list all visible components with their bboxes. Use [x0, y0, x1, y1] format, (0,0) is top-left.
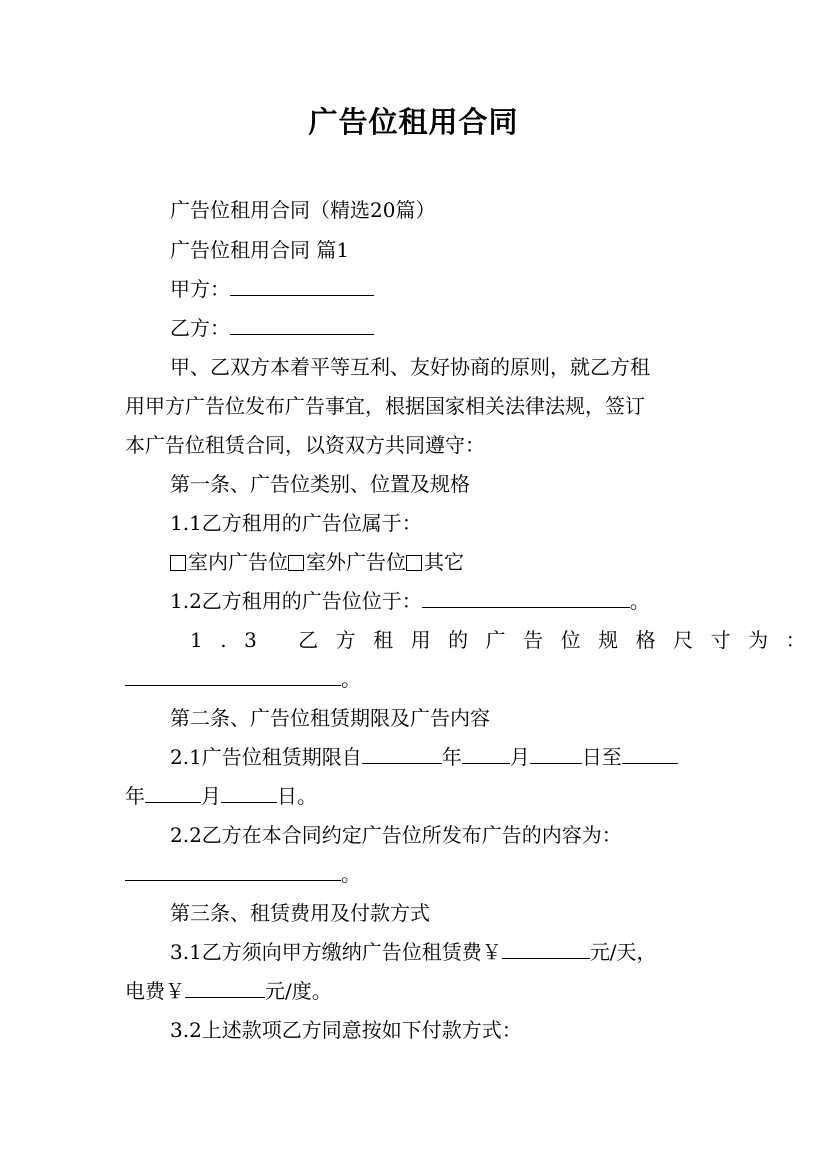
day-label: 日。 — [277, 784, 317, 808]
clause-line: 1.3 乙方租用的广告位规格尺寸为： — [190, 628, 824, 652]
size-blank — [125, 667, 341, 686]
date-blank — [462, 745, 510, 764]
content-blank — [125, 862, 341, 881]
clause-line — [170, 743, 678, 771]
clause-text: 2.1广告位租赁期限自 — [170, 745, 362, 769]
location-blank — [422, 589, 630, 608]
clause-line: 3.2上述款项乙方同意按如下付款方式： — [170, 1018, 522, 1042]
party-a-line — [170, 275, 374, 303]
clause-line: 1.1乙方租用的广告位属于： — [170, 511, 422, 535]
checkbox-icon — [288, 555, 304, 571]
month-label: 月 — [201, 784, 221, 808]
option-label: 其它 — [424, 550, 464, 574]
clause-text: 3.1乙方须向甲方缴纳广告位租赁费￥ — [170, 940, 502, 964]
article-heading: 第二条、广告位租赁期限及广告内容 — [170, 706, 490, 730]
checkbox-icon — [170, 555, 186, 571]
fee-blank — [185, 979, 265, 998]
clause-end: 。 — [629, 589, 650, 613]
paragraph-line: 用甲方广告位发布广告事宜，根据国家相关法律法规，签订 — [125, 394, 645, 418]
date-blank — [622, 745, 678, 764]
party-a-label: 甲方： — [170, 277, 230, 301]
party-a-blank — [230, 277, 374, 296]
checkbox-options — [170, 548, 464, 576]
clause-line — [125, 782, 317, 810]
clause-end: 。 — [341, 667, 361, 691]
paragraph-line: 甲、乙双方本着平等互利、友好协商的原则，就乙方租 — [170, 355, 650, 379]
clause-text: 电费￥ — [125, 979, 185, 1003]
year-label: 年 — [125, 784, 145, 808]
fee-blank — [502, 940, 590, 959]
month-label: 月 — [509, 745, 530, 769]
date-blank — [362, 745, 442, 764]
option-label: 室外广告位 — [306, 550, 406, 574]
unit-label: 元/天， — [589, 940, 657, 964]
clause-text: 1.2乙方租用的广告位位于： — [170, 589, 422, 613]
clause-end: 。 — [341, 862, 361, 886]
checkbox-icon — [406, 555, 422, 571]
clause-line — [125, 860, 361, 888]
option-label: 室内广告位 — [188, 550, 288, 574]
party-b-label: 乙方： — [170, 316, 230, 340]
clause-line — [125, 977, 332, 1005]
article-heading: 第一条、广告位类别、位置及规格 — [170, 472, 470, 496]
article-heading: 第三条、租赁费用及付款方式 — [170, 901, 430, 925]
date-blank — [145, 784, 201, 803]
section-heading: 广告位租用合同 篇1 — [170, 238, 350, 262]
day-label: 日至 — [581, 745, 622, 769]
clause-line — [170, 587, 650, 615]
year-label: 年 — [441, 745, 462, 769]
date-blank — [221, 784, 277, 803]
party-b-line — [170, 314, 374, 342]
clause-line: 2.2乙方在本合同约定广告位所发布广告的内容为： — [170, 823, 622, 847]
clause-line — [125, 665, 361, 693]
party-b-blank — [230, 316, 374, 335]
paragraph-line: 本广告位租赁合同，以资双方共同遵守： — [125, 433, 485, 457]
document-title: 广告位租用合同 — [308, 105, 519, 139]
clause-line — [170, 938, 657, 966]
date-blank — [530, 745, 582, 764]
subtitle-line: 广告位租用合同（精选20篇） — [170, 198, 436, 222]
unit-label: 元/度。 — [265, 979, 332, 1003]
